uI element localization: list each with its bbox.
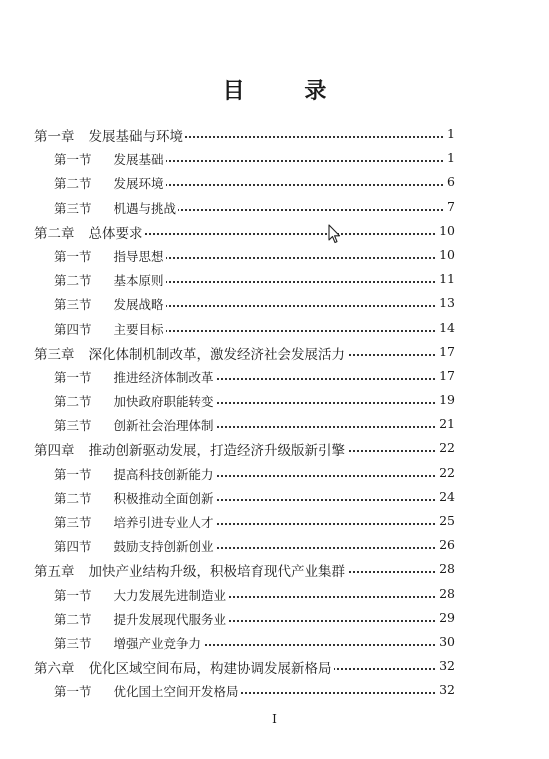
toc-entry-label	[54, 682, 241, 700]
toc-entry-label	[54, 368, 216, 386]
section-number: 第三节	[54, 515, 92, 530]
toc-entry-label	[34, 343, 347, 363]
section-number: 第三节	[54, 297, 92, 313]
section-title: 推进经济体制改革	[113, 369, 214, 385]
toc-page-number: 10	[436, 247, 455, 262]
toc-entry-label	[54, 174, 166, 192]
chapter-number: 第六章	[34, 661, 75, 678]
toc-section-entry	[0, 364, 549, 388]
toc-page-number: 28	[436, 561, 455, 576]
toc-entry-label	[54, 513, 216, 531]
toc-page-number: 30	[436, 634, 455, 649]
toc-chapter-entry	[0, 219, 549, 243]
toc-chapter-entry	[0, 340, 549, 364]
toc-section-entry	[0, 243, 549, 267]
toc-page-number: 10	[436, 223, 455, 238]
toc-page-number: 26	[436, 537, 455, 552]
toc-entry-label	[54, 537, 216, 555]
toc-section-entry	[0, 485, 549, 509]
toc-page-number: 17	[436, 344, 455, 359]
section-number: 第四节	[54, 539, 92, 555]
toc-page-number: 32	[436, 682, 455, 697]
section-title: 机遇与挑战	[113, 200, 177, 216]
toc-page-number: 1	[444, 126, 455, 141]
chapter-title: 深化体制机制改革，激发经济社会发展活力	[88, 346, 345, 363]
page-title: 目 录	[222, 79, 353, 104]
toc-entry-label	[54, 199, 178, 217]
toc-entry-label	[54, 295, 166, 313]
toc-page-number: 11	[436, 271, 455, 286]
page-number-footer: I	[272, 712, 277, 726]
toc-page-number: 1	[444, 150, 455, 165]
toc-page-number: 21	[436, 416, 455, 431]
toc-section-entry	[0, 170, 549, 194]
toc-chapter-entry	[0, 557, 549, 581]
section-number: 第三节	[54, 635, 92, 651]
section-title: 提高科技创新能力	[113, 466, 214, 482]
section-number: 第三节	[54, 200, 92, 216]
toc-section-entry	[0, 291, 549, 315]
toc-section-entry	[0, 678, 549, 702]
toc-section-entry	[0, 267, 549, 291]
chapter-number: 第二章	[34, 225, 75, 242]
toc-page-number: 6	[444, 174, 455, 189]
section-title: 创新社会治理体制	[113, 418, 214, 434]
section-title: 发展战略	[113, 297, 164, 313]
section-number: 第一节	[54, 248, 92, 264]
section-title: 指导思想	[113, 248, 164, 264]
toc-page-number: 25	[436, 513, 455, 528]
section-number: 第一节	[54, 684, 92, 700]
toc-entry-label	[34, 222, 145, 242]
chapter-title: 总体要求	[88, 225, 143, 242]
toc-chapter-entry	[0, 122, 549, 146]
toc-section-entry	[0, 461, 549, 485]
section-title: 基本原则	[113, 273, 164, 289]
toc-entry-label	[54, 465, 216, 483]
toc-entry-label	[34, 125, 185, 145]
toc-chapter-entry	[0, 654, 549, 678]
section-number: 第二节	[54, 394, 92, 410]
toc-chapter-entry	[0, 436, 549, 460]
toc-section-entry	[0, 316, 549, 340]
section-number: 第二节	[54, 611, 92, 627]
section-number: 第一节	[54, 587, 92, 603]
toc-page-number: 24	[436, 489, 455, 504]
mouse-pointer-icon	[328, 224, 342, 244]
toc-entry-label	[54, 634, 203, 652]
toc-entry-label	[34, 560, 347, 580]
toc-page-number: 17	[436, 368, 455, 383]
toc-page-number: 28	[436, 586, 455, 601]
toc-entry-label	[54, 271, 166, 289]
toc-entry-label	[54, 416, 216, 434]
chapter-title: 推动创新驱动发展，打造经济升级版新引擎	[88, 443, 345, 460]
toc-section-entry	[0, 533, 549, 557]
toc-section-entry	[0, 412, 549, 436]
chapter-number: 第五章	[34, 564, 75, 581]
chapter-title: 优化区域空间布局，构建协调发展新格局	[88, 661, 332, 678]
toc-entry-label	[54, 320, 166, 338]
toc-section-entry	[0, 388, 549, 412]
chapter-number: 第一章	[34, 129, 75, 145]
chapter-title: 加快产业结构升级，积极培育现代产业集群	[88, 564, 345, 581]
toc-section-entry	[0, 582, 549, 606]
toc-page-number: 22	[436, 440, 455, 455]
section-number: 第二节	[54, 490, 92, 506]
section-number: 第二节	[54, 273, 92, 289]
toc-entry-label	[54, 586, 228, 604]
section-title: 优化国土空间开发格局	[113, 684, 239, 700]
section-title: 鼓励支持创新创业	[113, 539, 214, 555]
toc-entry-label	[54, 610, 228, 628]
toc-entry-label	[34, 439, 347, 459]
section-number: 第一节	[54, 466, 92, 482]
toc-page-number: 7	[444, 199, 455, 214]
toc-entry-label	[54, 489, 216, 507]
section-number: 第二节	[54, 176, 92, 192]
chapter-title: 发展基础与环境	[88, 129, 183, 145]
section-title: 增强产业竞争力	[113, 635, 202, 651]
chapter-number: 第四章	[34, 443, 75, 460]
section-title: 提升发展现代服务业	[113, 611, 227, 627]
toc-entry-label	[54, 247, 166, 265]
toc-section-entry	[0, 606, 549, 630]
toc-section-entry	[0, 509, 549, 533]
section-title: 大力发展先进制造业	[113, 587, 227, 603]
section-number: 第一节	[54, 369, 92, 385]
section-number: 第一节	[54, 152, 92, 168]
chapter-number: 第三章	[34, 346, 75, 363]
toc-entry-label	[54, 392, 216, 410]
toc-page-number: 13	[436, 295, 455, 310]
toc-page-number: 19	[436, 392, 455, 407]
section-number: 第三节	[54, 418, 92, 434]
section-title: 培养引进专业人才	[113, 515, 214, 530]
toc-entry-label	[54, 150, 166, 168]
toc-section-entry	[0, 146, 549, 170]
section-title: 主要目标	[113, 321, 164, 337]
toc-section-entry	[0, 630, 549, 654]
toc-page-number: 14	[436, 320, 455, 335]
toc-page-number: 29	[436, 610, 455, 625]
table-of-contents	[0, 122, 549, 703]
section-title: 发展环境	[113, 176, 164, 192]
toc-page-number: 22	[436, 465, 455, 480]
section-title: 发展基础	[113, 152, 164, 168]
section-title: 积极推动全面创新	[113, 490, 214, 506]
section-title: 加快政府职能转变	[113, 394, 214, 410]
section-number: 第四节	[54, 321, 92, 337]
toc-page-number: 32	[436, 658, 455, 673]
toc-section-entry	[0, 195, 549, 219]
toc-entry-label	[34, 657, 334, 677]
